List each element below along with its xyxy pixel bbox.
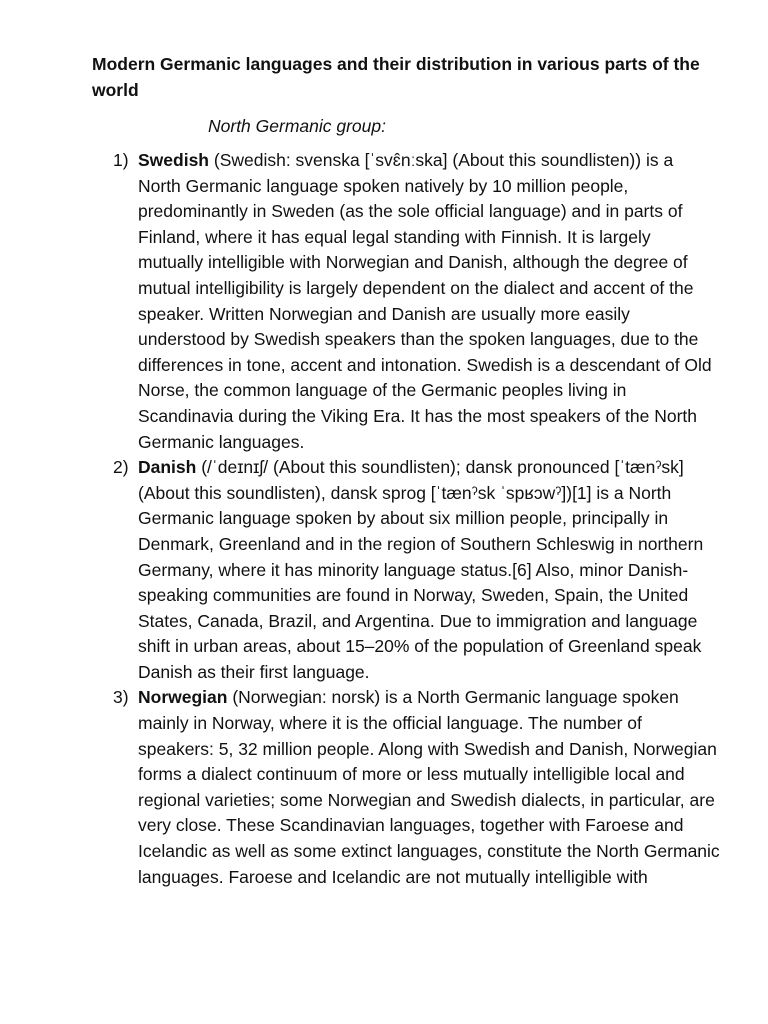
list-item-danish [0, 455, 720, 685]
list-item-number: 2) [113, 457, 129, 478]
section-subtitle: North Germanic group: [208, 116, 386, 136]
list-item-paragraph [138, 148, 720, 455]
list-item-norwegian [0, 685, 720, 890]
list-item-paragraph [138, 455, 720, 685]
list-item-paragraph [138, 685, 720, 890]
language-name: Swedish [138, 150, 209, 170]
list-item-number: 3) [113, 687, 129, 708]
list-item-number: 1) [113, 150, 129, 170]
language-description: (/ˈdeɪnɪʃ/ (About this soundlisten); dansk pronounced [ˈtænˀsk] (About this soundlisten), dansk sprog [ˈtænˀsk ˈspʁɔwˀ])[1] is a North Germanic language spoken by about six million people, principally in Denmark, Greenland and in the region of Southern Schleswig in northern Germany, where it has minority language status.[6] Also, minor Danish-speaking communities are found in Norway, Sweden, Spain, the United States, Canada, Brazil, and Argentina. Due to immigration and language shift in urban areas, about 15–20% of the population of Greenland speak Danish as their first language. [138, 457, 704, 682]
language-name: Danish [138, 457, 197, 478]
language-description: (Norwegian: norsk) is a North Germanic language spoken mainly in Norway, where it is the official language. The number of speakers: 5, 32 million people. Along with Swedish and Danish, Norwegian forms a dialect continuum of more or less mutually intelligible local and regional varieties; some Norwegian and Swedish dialects, in particular, are very close. These Scandinavian languages, together with Faroese and Icelandic as well as some extinct languages, constitute the North Germanic languages. Faroese and Icelandic are not mutually intelligible with [138, 687, 720, 887]
document-title: Modern Germanic languages and their distribution in various parts of the world [92, 54, 700, 100]
list-item-swedish [0, 148, 720, 455]
language-list [0, 148, 768, 890]
language-description: (Swedish: svenska [ˈsvɛ̂nːska] (About this soundlisten)) is a North Germanic language spoken natively by 10 million people, predominantly in Sweden (as the sole official language) and in parts of Finland, where it has equal legal standing with Finnish. It is largely mutually intelligible with Norwegian and Danish, although the degree of mutual intelligibility is largely dependent on the dialect and accent of the speaker. Written Norwegian and Danish are usually more easily understood by Swedish speakers than the spoken languages, due to the differences in tone, accent and intonation. Swedish is a descendant of Old Norse, the common language of the Germanic peoples living in Scandinavia during the Viking Era. It has the most speakers of the North Germanic languages. [138, 150, 712, 452]
language-name: Norwegian [138, 687, 228, 708]
